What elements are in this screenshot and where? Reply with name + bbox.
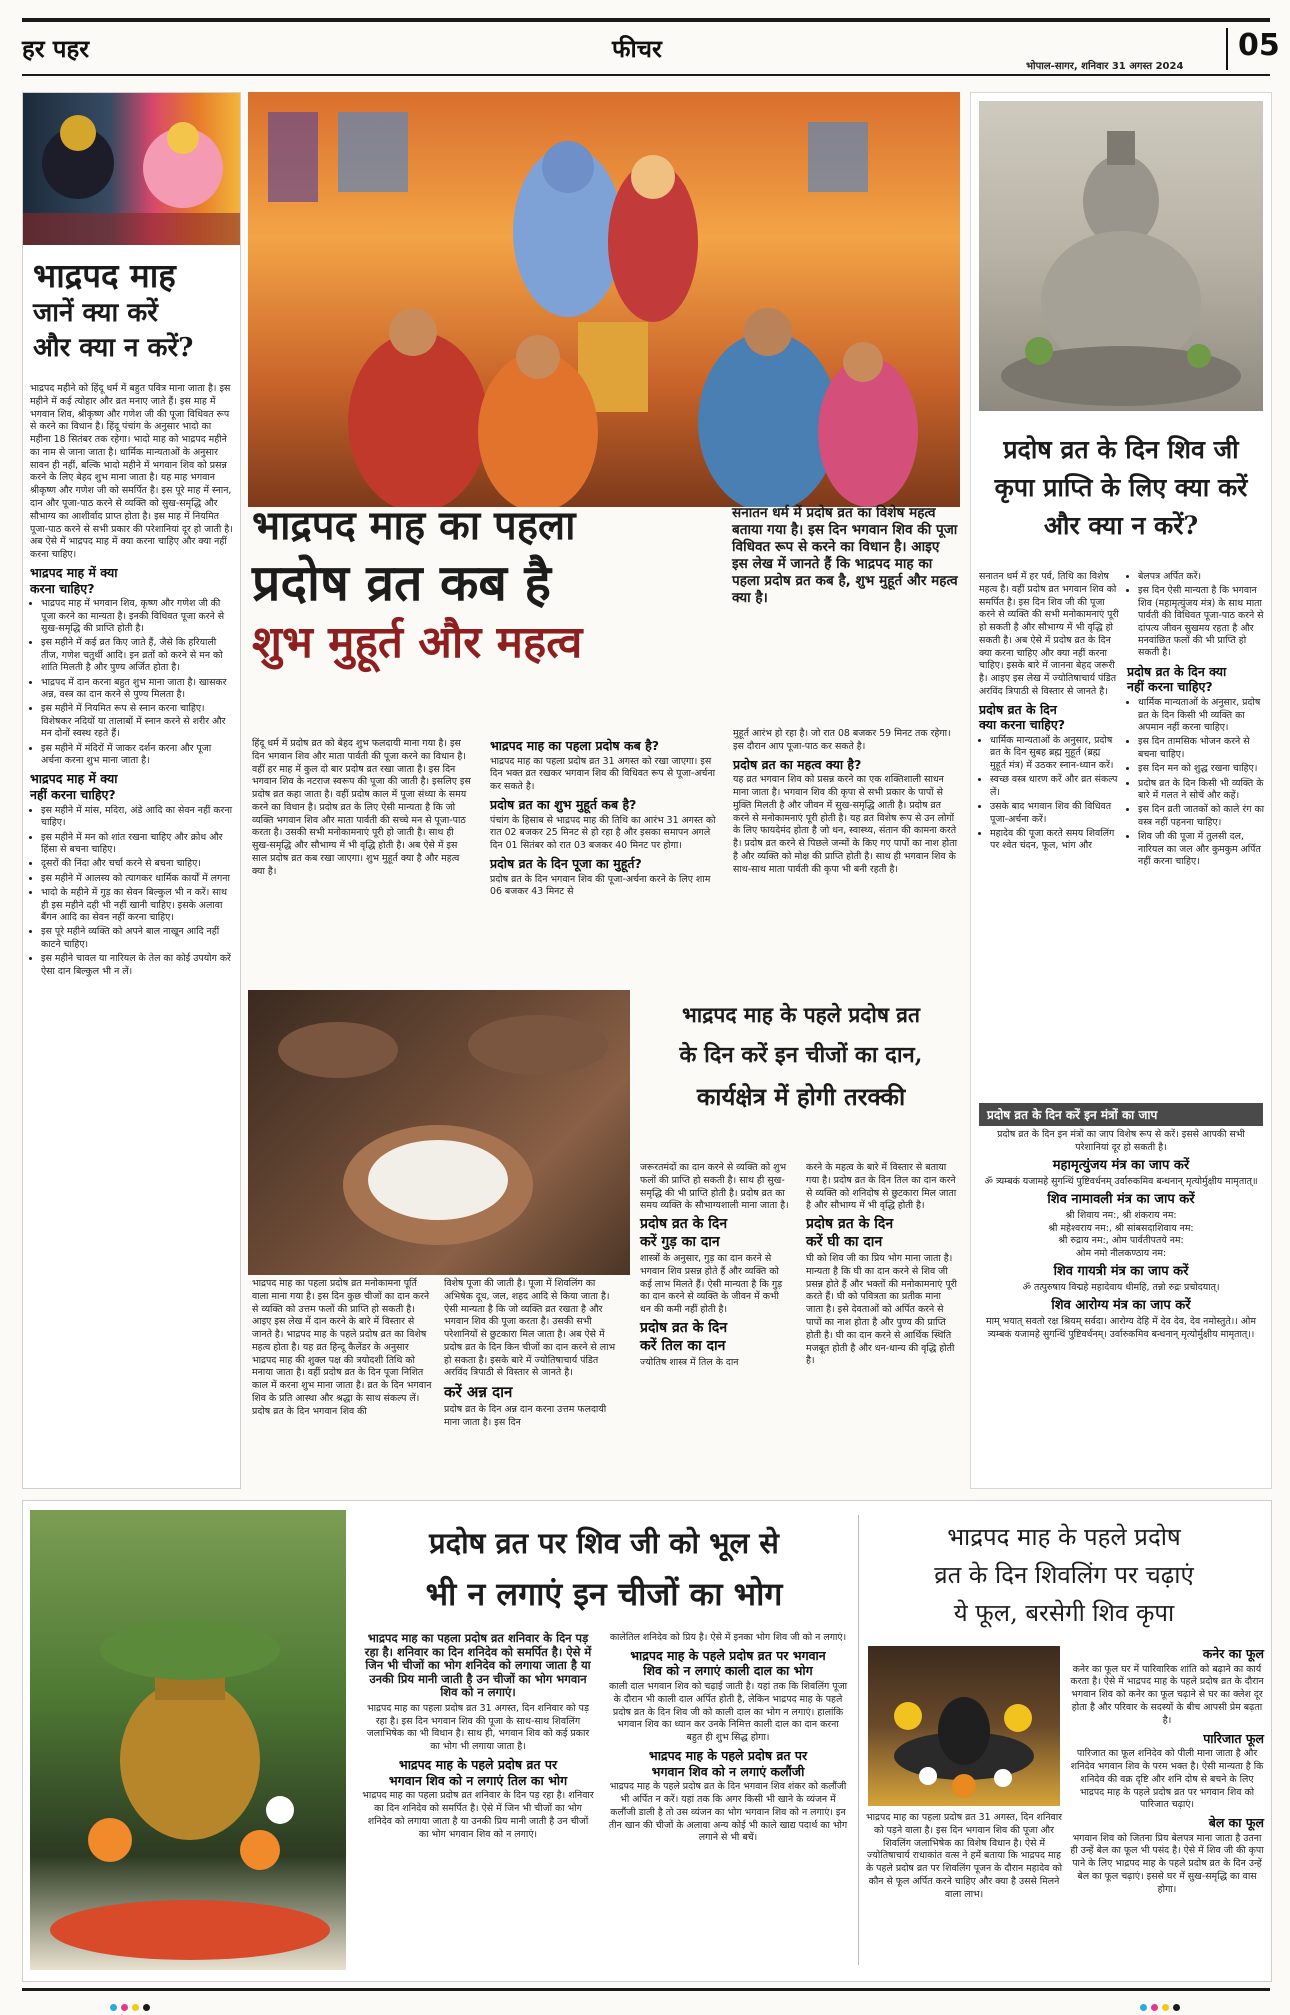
phool-intro: भाद्रपद माह का पहला प्रदोष व्रत 31 अगस्त, दिन शनिवार को पड़ने वाला है। इस दिन भगवान शिव की पूजा और शिवलिंग जलाभिषेक का विशेष विधान है। ऐसे में ज्योतिषाचार्य राधाकांत वत्स ने हमें बताया कि भाद्रपद माह के पहले प्रदोष व्रत पर शिवलिंग पूजन के दौरान महादेव को कौन से फूल अर्पित करने चाहिए और क्या है उससे मिलने वाला लाभ। <box>866 1812 1063 1900</box>
edition-dateline: भोपाल-सागर, शनिवार 31 अगस्त 2024 <box>1026 61 1184 72</box>
left-article <box>22 92 241 1489</box>
list-item: • इस पूरे महीने व्यक्ति को अपने बाल नाखून आदि नहीं काटने चाहिए। <box>41 926 234 951</box>
color-dot-magenta <box>121 2004 128 2011</box>
color-dot-black <box>1173 2004 1180 2011</box>
color-dot-yellow <box>132 2004 139 2011</box>
bhog-headline <box>356 1518 852 1620</box>
list-item: • इस महीने में मन को शांत रखना चाहिए और क्रोध और हिंसा से बचना चाहिए। <box>41 832 234 857</box>
list-item: • इस महीने में मंदिरों में जाकर दर्शन करना और पूजा अर्चना करना शुभ माना जाता है। <box>41 743 234 768</box>
bhog-col-2 <box>608 1632 848 1848</box>
color-dot-magenta <box>1151 2004 1158 2011</box>
lead-puja-time-text: प्रदोष व्रत के दिन भगवान शिव की पूजा-अर्चना करने के लिए शाम 06 बजकर 43 मिनट से <box>490 873 711 898</box>
daan-subhead-til-2: करें तिल का दान <box>640 1337 726 1354</box>
daan-subhead-anna: करें अन्न दान <box>444 1383 513 1402</box>
left-do-list <box>30 598 234 767</box>
list-item: • दूसरों की निंदा और चर्चा करने से बचना चाहिए। <box>41 858 234 870</box>
daan-subhead-ghee-1: प्रदोष व्रत के दिन <box>806 1216 894 1233</box>
right-dont-heading-1: प्रदोष व्रत के दिन क्या <box>1127 663 1227 679</box>
right-dont-list <box>1127 697 1265 868</box>
lead-col-2 <box>490 738 718 902</box>
list-item: • इस दिन व्रती जातकों को काले रंग का वस्त्र नहीं पहनना चाहिए। <box>1138 804 1265 829</box>
list-item: • शिव जी की पूजा में तुलसी दल, नारियल का जल और कुमकुम अर्पित नहीं करना चाहिए। <box>1138 831 1265 868</box>
right-do-heading-2: क्या करना चाहिए? <box>979 717 1065 733</box>
color-dot-cyan <box>110 2004 117 2011</box>
daan-subhead-til <box>640 1320 790 1355</box>
bhog-subhead-kalonji-2: भगवान शिव को न लगाएं कलौंजी <box>651 1763 805 1779</box>
left-body <box>30 383 234 982</box>
right-title: प्रदोष व्रत के दिन शिव जी कृपा प्राप्ति के लिए क्या करें और क्या न करें? <box>994 435 1248 540</box>
mantra-bar: प्रदोष व्रत के दिन करें इन मंत्रों का जाप <box>979 1103 1263 1126</box>
left-dont-heading-2: नहीं करना चाहिए? <box>30 787 116 803</box>
bhog-headline-line-1: प्रदोष व्रत पर शिव जी को भूल से <box>429 1526 779 1560</box>
lead-subhead-when: भाद्रपद माह का पहला प्रदोष कब है? <box>490 738 659 753</box>
daan-gud-text: शास्त्रों के अनुसार, गुड़ का दान करने से भगवान शिव प्रसन्न होते हैं और व्यक्ति को कई लाभ मिलते हैं। ऐसी मान्यता है कि गुड़ का दान करने से व्यक्ति के जीवन में कभी धन की कमी नहीं होती है। <box>640 1253 783 1316</box>
bhog-headline-line-2: भी न लगाएं इन चीजों का भोग <box>425 1575 783 1613</box>
list-item: • इस महीने में मांस, मदिरा, अंडे आदि का सेवन नहीं करना चाहिए। <box>41 805 234 830</box>
color-dot-yellow <box>1162 2004 1169 2011</box>
lead-headline <box>252 500 712 672</box>
list-item: • इस महीने में नियमित रूप से स्नान करना चाहिए। विशेषकर नदियों या तालाबों में स्नान करने से शरीर और मन दोनों स्वस्थ रहते हैं। <box>41 703 234 740</box>
shiva-meditation-image <box>979 101 1263 411</box>
daan-headline-line-1: भाद्रपद माह के पहले प्रदोष व्रत <box>682 1002 920 1027</box>
list-item: • महादेव की पूजा करते समय शिवलिंग पर श्वेत चंदन, फूल, भांग और <box>990 828 1119 853</box>
bhog-subhead-til-1: भाद्रपद माह के पहले प्रदोष व्रत पर <box>398 1756 558 1772</box>
bhog-subhead-kalonji-1: भाद्रपद माह के पहले प्रदोष व्रत पर <box>648 1747 808 1763</box>
mantra-4-text: माम् भयात् सवतो रक्ष श्रियम् सर्वदा। आरोग्य देहि में देव देव, देव नमोस्तुते।। ओम त्र्यम्बकं यजामहे सुगन्धिं पुष्टिवर्धनम्। उर्वारुकमिव बन्धनान् मृत्योर्मुक्षीय मामृतात्।। <box>985 1316 1256 1341</box>
left-dont-heading <box>30 771 234 802</box>
left-do-heading <box>30 565 234 596</box>
mantra-intro: प्रदोष व्रत के दिन इन मंत्रों का जाप विशेष रूप से करें। इससे आपकी सभी परेशानियां दूर हो सकती है। <box>997 1129 1245 1153</box>
list-item: • उसके बाद भगवान शिव की विधिवत पूजा-अर्चना करें। <box>990 801 1119 826</box>
lead-when-text: भाद्रपद माह का पहला प्रदोष व्रत 31 अगस्त को रखा जाएगा। इस दिन भक्त व्रत रखकर भगवान शिव की विधिवत रूप से पूजा-अर्चना कर सकते है। <box>490 755 715 793</box>
lead-headline-line-1: भाद्रपद माह का पहला <box>252 502 576 549</box>
daan-ghee-text: घी को शिव जी का प्रिय भोग माना जाता है। मान्यता है कि घी का दान करने से शिव जी प्रसन्न होते हैं और भक्तों की मनोकामनाएं पूरी करते हैं। घी को पवित्रता का प्रतीक माना जाता है। इसे देवताओं को अर्पित करने से पापों का नाश होता है और पुण्य की प्राप्ति होती है। घी का दान करने से आर्थिक स्थिति मजबूत होती है और धन-धान्य की वृद्धि होती है। <box>806 1253 957 1367</box>
bhog-kalonji-text: भाद्रपद माह के पहले प्रदोष व्रत के दिन भगवान शिव शंकर को कलौंजी भी अर्पित न करें। यहां तक कि अगर किसी भी खाने के व्यंजन में कलौंजी डाली है तो उस व्यंजन का भोग भगवान शिव को न लगाएं। इन तीन खान की चीजों के अलावा अन्य कोई भी काले खाद्य पदार्थ का भोग लगाने से भी बचें। <box>608 1781 848 1844</box>
bhog-kaletil-text: कालेतिल शनिदेव को प्रिय है। ऐसे में इनका भोग शिव जी को न लगाएं। <box>609 1632 847 1643</box>
bhog-col-1 <box>362 1632 594 1844</box>
right-dont-heading <box>1127 664 1265 695</box>
mantra-1-heading: महामृत्युंजय मंत्र का जाप करें <box>1052 1157 1190 1173</box>
page-number-divider <box>1226 28 1228 70</box>
daan-image-rice-hands <box>248 990 630 1275</box>
mantra-section <box>979 1129 1263 1345</box>
bhog-subhead-kalonji <box>608 1748 848 1779</box>
lead-headline-line-2: प्रदोष व्रत कब है <box>252 553 551 612</box>
lead-headline-line-3: शुभ मुहूर्त और महत्व <box>252 617 583 668</box>
right-col-1 <box>979 571 1119 857</box>
lead-col-1-text: हिंदू धर्म में प्रदोष व्रत को बेहद शुभ फलदायी माना गया है। इस दिन भगवान शिव और माता पार्वती की पूजा करने का विधान है। वहीं हर माह में कुल दो बार प्रदोष व्रत रखा जाता है। इस दिन भगवान शिव के नटराज स्वरूप की पूजा की जाती है। इसलिए इस प्रदोष व्रत कहा जाता है। वहीं प्रदोष काल में पूजा संध्या के समय करने का विधान है। प्रदोष व्रत के लिए ऐसी मान्यता है कि जो व्यक्ति भगवान शिव और माता पार्वती की सच्चे मन से पूजा-पाठ करता है। उसकी सभी मनोकामनाएं पूरी हो जाती है। साथ ही सुख-समृद्धि और सौभाग्य में भी वृद्धि होती है। अब ऐसे में इस साल प्रदोष व्रत कब रखा जाएगा। शुभ मुहूर्त क्या है और महत्व क्या है। <box>252 738 471 877</box>
phool-parijat-heading: पारिजात फूल <box>1203 1730 1264 1746</box>
daan-col-1 <box>252 1278 432 1422</box>
list-item: • इस महीने में आलस्य को त्यागकर धार्मिक कार्यों में लगना <box>41 873 234 885</box>
daan-headline-line-3: कार्यक्षेत्र में होगी तरक्की <box>696 1082 906 1111</box>
list-item: • इस महीने चावल या नारियल के तेल का कोई उपयोग करें ऐसा दान बिल्कुल भी न लें। <box>41 953 234 978</box>
phool-bel-text: भगवान शिव को जितना प्रिय बेलपत्र माना जाता है उतना ही उन्हें बेल का फूल भी पसंद है। ऐसे में शिव जी की कृपा पाने के लिए भाद्रपद माह के पहले प्रदोष व्रत के दिन उन्हें बेल का फूल चढ़ाएं। इससे घर में सुख-समृद्धि का वास होगा। <box>1070 1832 1264 1895</box>
bhog-image-kalash <box>30 1510 346 1970</box>
lead-muhurat-text: पंचांग के हिसाब से भाद्रपद माह की तिथि का आरंभ 31 अगस्त को रात 02 बजकर 25 मिनट से हो रहा है और इसका समापन अगले दिन 01 सितंबर को रात 03 बजकर 40 मिनट पर होगा। <box>490 814 716 852</box>
mantra-4-heading: शिव आरोग्य मंत्र का जाप करें <box>1051 1298 1191 1313</box>
phool-kaner-heading: कनेर का फूल <box>1202 1646 1264 1661</box>
list-item: • धार्मिक मान्यताओं के अनुसार, प्रदोष व्रत के दिन सुबह ब्रह्म मुहूर्त (ब्रह्म मुहूर्त मंत्र) में उठकर स्नान-ध्यान करें। <box>990 735 1119 772</box>
print-color-marks-right <box>1140 1996 1184 2015</box>
daan-col-2 <box>444 1278 624 1433</box>
shivling-flowers-illustration <box>868 1646 1060 1806</box>
bhog-subhead-dal-1: भाद्रपद माह के पहले प्रदोष व्रत पर भगवान <box>630 1647 826 1663</box>
color-dot-black <box>143 2004 150 2011</box>
mantra-2-line-3: श्री रुद्राय नम:, ओम पार्वतीपतये नम: <box>1058 1235 1184 1247</box>
bhog-subhead-dal <box>608 1648 848 1679</box>
kalash-illustration <box>30 1510 346 1970</box>
right-do-list-cont <box>1127 571 1265 660</box>
left-do-heading-1: भाद्रपद माह में क्या <box>30 564 118 580</box>
phool-image-shivling <box>868 1646 1060 1806</box>
color-dot-cyan <box>1140 2004 1147 2011</box>
daan-subhead-ghee <box>806 1216 958 1251</box>
list-item: • भादो के महीने में गुड़ का सेवन बिल्कुल भी न करें। साथ ही इस महीने दही भी नहीं खानी चाहिए। इसके अलावा बैंगन आदि का सेवन नहीं करना चाहिए। <box>41 887 234 924</box>
list-item: • इस दिन तामसिक भोजन करने से बचना चाहिए। <box>1138 736 1265 761</box>
right-do-heading <box>979 702 1119 733</box>
lead-importance-text: यह व्रत भगवान शिव को प्रसन्न करने का एक शक्तिशाली साधन माना जाता है। भगवान शिव की कृपा से सभी प्रकार के पापों से मुक्ति मिलती है और जीवन में सुख-समृद्धि आती है। प्रदोष व्रत करने से मनोकामनाएं पूरी होती है। यह व्रत विशेष रूप से उन लोगों के लिए फायदेमंद होता है जो धन, स्वास्थ्य, संतान की कामना करते है। प्रदोष व्रत करने से पिछले जन्मों के किए गए पापों का नाश होता है और व्यक्ति को मोक्ष की प्राप्ति होती है। साथ ही भगवान शिव के साथ-साथ माता पार्वती की कृपा भी बनी रहती है। <box>733 774 958 875</box>
daan-col-4 <box>806 1162 958 1371</box>
list-item: • इस दिन ऐसी मान्यता है कि भगवान शिव (महामृत्युंजय मंत्र) के साथ माता पार्वती की विधिवत पूजा-पाठ करने से दांपत्य जीवन सुखमय रहता है और मनवांछित फलों की भी प्राप्ति हो सकती है। <box>1138 585 1265 659</box>
bhog-text-2: भाद्रपद माह का पहला प्रदोष व्रत शनिवार के दिन पड़ रहा है। शनिवार का दिन शनिदेव को समर्पित है। ऐसे में जिन भी चीजों का भोग शनिदेव को लगाया जाता है या उनकी प्रिय मानी जाती है उन चीजों का भोग भगवान शिव को न लगाएं। <box>362 1790 594 1840</box>
list-item: • इस महीने में कई व्रत किए जाते हैं, जैसे कि हरियाली तीज, गणेश चतुर्थी आदि। इन व्रतों को करने से मन को शांति मिलती है और पुण्य अर्जित होता है। <box>41 637 234 674</box>
left-dont-heading-1: भाद्रपद माह में क्या <box>30 771 118 787</box>
daan-headline <box>640 995 962 1119</box>
lead-col-1 <box>252 738 474 882</box>
daan-headline-line-2: के दिन करें इन चीजों का दान, <box>679 1042 923 1068</box>
daan-col-3 <box>640 1162 790 1373</box>
daan-subhead-ghee-2: करें घी का दान <box>806 1233 883 1250</box>
page-header <box>22 18 1280 72</box>
right-col-2 <box>1127 571 1265 872</box>
header-top-rule <box>22 18 1270 22</box>
left-title <box>33 255 233 366</box>
daan-col-1-text: भाद्रपद माह का पहला प्रदोष व्रत मनोकामना पूर्ति वाला माना गया है। इस दिन कुछ चीजों का दान करने से व्यक्ति को उत्तम फलों की प्राप्ति हो सकती है। आइए इस लेख में दान करने के बारे में विस्तार से जानते है। भाद्रपद माह के पहले प्रदोष व्रत का विशेष महत्व होता है। यह व्रत हिन्दू कैलेंडर के अनुसार भाद्रपद माह की शुक्ल पक्ष की त्रयोदशी तिथि को मनाया जाता है। वहीं प्रदोष व्रत के दिन पूजा निशित काल में करना शुभ माना जाता है। व्रत के दिन भगवान शिव के प्रति आस्था और श्रद्धा के साथ संकल्प लें। प्रदोष व्रत के दिन भगवान शिव की <box>252 1278 432 1417</box>
section-feature: फीचर <box>612 34 662 63</box>
lead-subhead-puja-time: प्रदोष व्रत के दिन पूजा का मुहूर्त? <box>490 855 642 871</box>
mantra-2-line-2: श्री महेश्वराय नम:, श्री सांबसदाशिवाय नम: <box>1048 1222 1194 1234</box>
lead-image-shiva-parvati-puja <box>248 92 960 507</box>
daan-col-2-text: विशेष पूजा की जाती है। पूजा में शिवलिंग का अभिषेक दूध, जल, शहद आदि से किया जाता है। ऐसी मान्यता है कि जो व्यक्ति व्रत रखता है और भगवान शिव की पूजा करता है। उसकी सभी परेशानियों से छुटकारा मिल जाता है। अब ऐसे में प्रदोष व्रत के दिन किन चीजों का दान करने से लाभ हो सकता है। इसके बारे में ज्योतिषाचार्य पंडित अरविंद त्रिपाठी से विस्तार से जानते है। <box>444 1278 616 1379</box>
lead-intro: सनातन धर्म में प्रदोष व्रत का विशेष महत्व बताया गया है। इस दिन भगवान शिव की पूजा विधिवत रूप से करने का विधान है। आइए इस लेख में जानते हैं कि भाद्रपद माह का पहला प्रदोष व्रत कब है, शुभ मुहूर्त और महत्व क्या है। <box>732 505 958 606</box>
deity-illustration <box>23 93 240 245</box>
rice-hands-illustration <box>248 990 630 1275</box>
phool-left-text <box>866 1812 1062 1904</box>
daan-subhead-gud <box>640 1216 790 1251</box>
lead-subhead-importance: प्रदोष व्रत का महत्व क्या है? <box>733 756 862 772</box>
right-dont-heading-2: नहीं करना चाहिए? <box>1127 679 1213 695</box>
list-item: • भाद्रपद माह में भगवान शिव, कृष्ण और गणेश जी की पूजा करने का मान्यता है। इनकी विधिवत पूजा करने से सुख-समृद्धि की प्राप्ति होती है। <box>41 598 234 635</box>
section-name: हर पहर <box>22 34 90 63</box>
left-title-line-1: भाद्रपद माह <box>33 256 176 295</box>
right-do-heading-1: प्रदोष व्रत के दिन <box>979 701 1057 717</box>
daan-col-3-text: जरूरतमंदों का दान करने से व्यक्ति को शुभ फलों की प्राप्ति हो सकती है। साथ ही सुख-समृद्धि की भी प्राप्ति होती है। प्रदोष व्रत का समय व्यक्ति के सौभाग्यशाली माना जाता है। <box>640 1162 789 1212</box>
list-item: • स्वच्छ वस्त्र धारण करें और व्रत संकल्प लें। <box>990 774 1119 799</box>
phool-bel-heading: बेल का फूल <box>1208 1815 1264 1831</box>
phool-headline-line-2: व्रत के दिन शिवलिंग पर चढ़ाएं <box>934 1561 1194 1589</box>
mantra-2-line-4: ओम नमो नीलकण्ठाय नम: <box>1075 1248 1167 1260</box>
mantra-3-heading: शिव गायत्री मंत्र का जाप करें <box>1053 1263 1189 1279</box>
bhog-text-1: भाद्रपद माह का पहला प्रदोष व्रत 31 अगस्त, दिन शनिवार को पड़ रहा है। इस दिन भगवान शिव की पूजा के साथ-साथ शिवलिंग जलाभिषेक का भी विधान है। साथ ही, भगवान शिव को कई प्रकार का भोग भी लगाया जाता है। <box>366 1702 590 1753</box>
left-title-line-2: जानें क्या करें <box>33 298 158 328</box>
left-do-heading-2: करना चाहिए? <box>30 580 95 596</box>
right-do-list <box>979 735 1119 853</box>
bhog-subhead-til <box>362 1757 594 1788</box>
daan-subhead-gud-2: करें गुड़ का दान <box>640 1233 720 1250</box>
daan-subhead-til-1: प्रदोष व्रत के दिन <box>640 1320 728 1337</box>
phool-headline-line-1: भाद्रपद माह के पहले प्रदोष <box>947 1523 1181 1551</box>
mantra-1-text: ॐ त्र्यम्बकं यजामहे सुगन्धिं पुष्टिवर्धनम् उर्वारुकमिव बन्धनान् मृत्योर्मुक्षीय मामृतात्॥ <box>984 1175 1258 1187</box>
phool-headline <box>864 1518 1264 1632</box>
daan-til-text: ज्योतिष शास्त्र में तिल के दान <box>640 1357 739 1369</box>
print-color-marks-left <box>110 1996 154 2015</box>
phool-kaner-text: कनेर का फूल घर में पारिवारिक शांति को बढ़ाने का कार्य करता है। ऐसे में भाद्रपद माह के पहले प्रदोष व्रत के दौरान भगवान शिव को कनेर का फूल चढ़ाने से घर का क्लेश दूर होता है और परिवार के सदस्यों के बीच आपसी प्रेम बढ़ता है। <box>1070 1663 1264 1726</box>
shiva-statue-illustration <box>979 101 1263 411</box>
deity-image-krishna-ganesha <box>23 93 240 245</box>
list-item: • बेलपत्र अर्पित करें। <box>1138 571 1265 583</box>
bottom-column-divider <box>858 1515 859 1965</box>
phool-headline-line-3: ये फूल, बरसेगी शिव कृपा <box>953 1599 1175 1627</box>
list-item: • प्रदोष व्रत के दिन किसी भी व्यक्ति के बारे में गलत ने सोचें और कहें। <box>1138 778 1265 803</box>
lead-col-3-text: मुहूर्त आरंभ हो रहा है। जो रात 08 बजकर 59 मिनट तक रहेगा। इस दौरान आप पूजा-पाठ कर सकते है। <box>733 728 951 752</box>
mantra-2-line-1: श्री शिवाय नम:, श्री शंकराय नम: <box>1065 1209 1177 1221</box>
mantra-2-heading: शिव नामावली मंत्र का जाप करें <box>1047 1191 1195 1207</box>
daan-anna-text: प्रदोष व्रत के दिन अन्न दान करना उत्तम फलदायी माना जाता है। इस दिन <box>444 1404 607 1428</box>
list-item: • इस दिन मन को शुद्ध रखना चाहिए। <box>1138 763 1265 775</box>
phool-parijat-text: पारिजात का फूल शनिदेव को पीली माना जाता है और शनिदेव भगवान शिव के परम भक्त है। ऐसी मान्यता है कि शनिदेव की वक्र दृष्टि और शनि दोष से बचने के लिए भाद्रपद माह के पहले प्रदोष व्रत पर भगवान शिव को पारिजात चढ़ाएं। <box>1070 1748 1264 1811</box>
lead-col-3 <box>733 728 957 879</box>
list-item: • धार्मिक मान्यताओं के अनुसार, प्रदोष व्रत के दिन किसी भी व्यक्ति का अपमान नहीं करना चाहिए। <box>1138 697 1265 734</box>
bhog-intro: भाद्रपद माह का पहला प्रदोष व्रत शनिवार के दिन पड़ रहा है। शनिवार का दिन शनिदेव को समर्पित है। ऐसे में जिन भी चीजों का भोग शनिदेव को लगाया जाता है या उनकी प्रिय मानी जाती है उन चीजों का भोग भगवान शिव को न लगाएं। <box>364 1631 592 1700</box>
bhog-dal-text: काली दाल भगवान शिव को चढ़ाई जाती है। यहां तक कि शिवलिंग पूजा के दौरान भी काली दाल अर्पित होती है, लेकिन भाद्रपद माह के पहले प्रदोष व्रत के दिन शिव जी को काली दाल का भोग न लगाएं। हालांकि भगवान शिव का ध्यान कर उनके निमित्त काली दाल का दान करना बहुत ही शुभ सिद्ध होगा। <box>608 1681 848 1744</box>
right-intro: सनातन धर्म में हर पर्व, तिथि का विशेष महत्व है। वहीं प्रदोष व्रत भगवान शिव को समर्पित है। इस दिन शिव जी की पूजा करने से व्यक्ति की सभी मनोकामनाएं पूरी हो सकती है और सौभाग्य में भी वृद्धि हो सकती है। अब ऐसे में प्रदोष व्रत के दिन क्या करना चाहिए और क्या नहीं करना चाहिए। इसके बारे में जानना बेहद जरूरी है। आइए इस लेख में ज्योतिषाचार्य पंडित अरविंद त्रिपाठी से विस्तार से जानते है। <box>979 571 1119 698</box>
left-intro: भाद्रपद महीने को हिंदू धर्म में बहुत पवित्र माना जाता है। इस महीने में कई त्योहार और व्रत मनाए जाते हैं। इस माह में भगवान शिव, श्रीकृष्ण और गणेश जी की पूजा विधिवत रूप से करने का विधान है। हिंदू पंचांग के अनुसार भादो का महीना 18 सितंबर तक रहेगा। भादो माह को भाद्रपद महीने का नाम से जाना जाता है। धार्मिक मान्यताओं के अनुसार सावन ही नहीं, बल्कि भादो महीने में भगवान शिव को प्रसन्न करने के लिए बेहद शुभ माना जाता है। यह माह भगवान श्रीकृष्ण और गणेश जी को समर्पित है। इस पूरे माह में स्नान, दान और पूजा-पाठ करने से व्यक्ति को सुख-समृद्धि और सौभाग्य का आशीर्वाद प्राप्त होता है। इस माह में नियमित पूजा-पाठ करने से सभी प्रकार की परेशानियां दूर हो जाती है। अब ऐसे में भाद्रपद माह में क्या करना चाहिए और क्या नहीं करना चाहिए। <box>30 383 233 561</box>
list-item: • भाद्रपद में दान करना बहुत शुभ माना जाता है। खासकर अन्न, वस्त्र का दान करने से पुण्य मिलता है। <box>41 677 234 702</box>
right-article <box>970 92 1272 1489</box>
phool-right-col <box>1070 1646 1264 1900</box>
footer-rule <box>22 1988 1270 1991</box>
page-number: 05 <box>1238 28 1280 63</box>
mantra-3-text: ॐ तत्पुरुषाय विद्महे महादेवाय धीमहि, तन्नो रुद्रः प्रचोदयात्। <box>1022 1282 1220 1294</box>
daan-subhead-gud-1: प्रदोष व्रत के दिन <box>640 1216 728 1233</box>
left-dont-list <box>30 805 234 978</box>
daan-col-4-text: करने के महत्व के बारे में विस्तार से बताया गया है। प्रदोष व्रत के दिन तिल का दान करने से व्यक्ति को शनिदोष से छुटकारा मिल जाता है और सौभाग्य में भी वृद्धि होती है। <box>806 1162 957 1212</box>
header-bottom-rule <box>22 74 1270 76</box>
bhog-subhead-dal-2: शिव को न लगाएं काली दाल का भोग <box>643 1663 813 1679</box>
left-title-line-3: और क्या न करें? <box>33 333 194 363</box>
lead-subhead-muhurat: प्रदोष व्रत का शुभ मुहूर्त कब है? <box>490 796 637 812</box>
lead-illustration <box>248 92 960 507</box>
bhog-subhead-til-2: भगवान शिव को न लगाएं तिल का भोग <box>388 1772 568 1788</box>
